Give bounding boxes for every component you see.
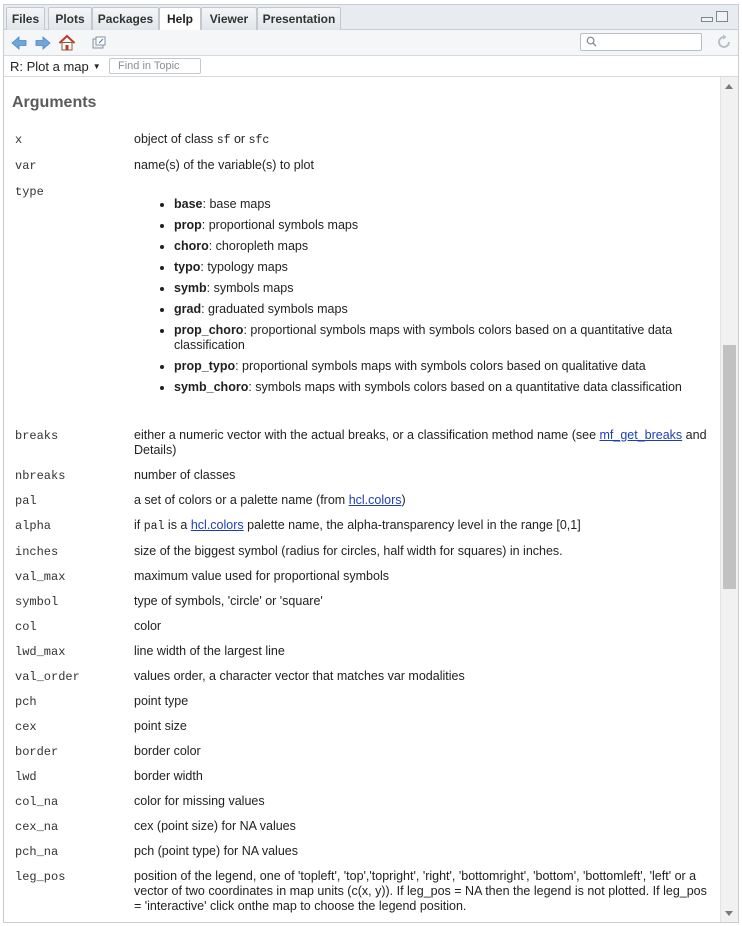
arg-desc: position of the legend, one of 'topleft', 'top','topright', 'right', 'bottomright', 'bottom', 'bottomleft', 'left' or a vector of two coordinates in map units (c(x, y)). If leg_pos = NA then the legend is not plotted. If leg_pos = 'interactive' click onthe map to choose the legend position.: [134, 869, 707, 913]
chevron-down-icon: ▼: [92, 62, 101, 71]
arg-name: val_max: [15, 570, 66, 584]
home-icon[interactable]: [58, 34, 76, 52]
arg-desc: color for missing values: [134, 794, 265, 808]
arg-name: pch_na: [15, 845, 59, 859]
arg-name: inches: [15, 545, 59, 559]
arg-desc: border width: [134, 769, 203, 783]
list-item: • base: base maps: [174, 197, 715, 212]
tab-help[interactable]: Help: [159, 7, 201, 31]
window-controls: [698, 11, 728, 26]
arg-name: leg_pos: [15, 870, 66, 884]
help-search-box: [580, 33, 702, 51]
refresh-icon[interactable]: [716, 34, 732, 50]
arg-name: val_order: [15, 670, 80, 684]
arg-name: border: [15, 745, 59, 759]
arg-row-alpha: [15, 518, 715, 544]
help-pane: [3, 4, 739, 923]
arg-name: lwd_max: [15, 645, 66, 659]
arg-row-breaks: [15, 428, 715, 468]
minimize-icon[interactable]: [701, 17, 713, 22]
arg-name: x: [15, 133, 23, 147]
arg-row-col: [15, 619, 715, 644]
arg-desc: pch (point type) for NA values: [134, 844, 298, 858]
arg-name: cex: [15, 720, 37, 734]
list-item: • typo: typology maps: [174, 260, 715, 275]
maximize-icon[interactable]: [716, 11, 728, 22]
scroll-down-icon[interactable]: [725, 911, 733, 916]
arg-name: cex_na: [15, 820, 59, 834]
list-item: • symb: symbols maps: [174, 281, 715, 296]
scroll-up-icon[interactable]: [725, 84, 733, 89]
arg-desc: a set of colors or a palette name (from hcl.colors): [134, 493, 406, 507]
pane-tab-bar: [4, 5, 738, 30]
arg-name: nbreaks: [15, 469, 66, 483]
tab-files[interactable]: Files: [6, 7, 45, 30]
arg-desc: line width of the largest line: [134, 644, 285, 658]
tab-packages[interactable]: Packages: [92, 7, 159, 30]
arg-name: var: [15, 159, 37, 173]
section-heading: Arguments: [12, 94, 97, 111]
topic-label: R: Plot a map: [10, 59, 89, 74]
arg-row-leg-pos: [15, 869, 715, 922]
arg-desc: point type: [134, 694, 189, 708]
arg-desc: values order, a character vector that matches var modalities: [134, 669, 465, 683]
list-item: • symb_choro: symbols maps with symbols colors based on a quantitative data classification: [174, 380, 715, 395]
arg-name: pal: [15, 494, 37, 508]
arg-desc: if pal is a hcl.colors palette name, the alpha-transparency level in the range [0,1]: [134, 518, 581, 533]
arg-row-cex-na: [15, 819, 715, 844]
list-item: • prop_typo: proportional symbols maps with symbols colors based on qualitative data: [174, 359, 715, 374]
hcl-colors-link[interactable]: hcl.colors: [190, 518, 244, 532]
arg-row-cex: [15, 719, 715, 744]
arg-name: alpha: [15, 519, 52, 533]
list-item: • prop_choro: proportional symbols maps with symbols colors based on a quantitative data classification: [174, 323, 715, 353]
mf-get-breaks-link[interactable]: mf_get_breaks: [599, 428, 683, 442]
arg-name: pch: [15, 695, 37, 709]
arg-row-border: [15, 744, 715, 769]
arg-row-pal: [15, 493, 715, 518]
tab-presentation[interactable]: Presentation: [257, 7, 341, 30]
arg-desc: color: [134, 619, 162, 633]
list-item: • grad: graduated symbols maps: [174, 302, 715, 317]
arg-name: breaks: [15, 429, 59, 443]
find-in-topic-input[interactable]: [109, 58, 201, 74]
arg-name: lwd: [15, 770, 37, 784]
arg-row-col-na: [15, 794, 715, 819]
arg-row-type: [15, 184, 715, 428]
arg-row-nbreaks: [15, 468, 715, 493]
vertical-scrollbar[interactable]: [720, 77, 738, 922]
arg-desc: type of symbols, 'circle' or 'square': [134, 594, 323, 608]
arg-name: col: [15, 620, 37, 634]
magnifier-icon: [586, 36, 597, 47]
arg-row-pch-na: [15, 844, 715, 869]
help-search-input[interactable]: [603, 35, 699, 49]
arg-row-var: [15, 158, 715, 184]
arg-desc: cex (point size) for NA values: [134, 819, 296, 833]
arg-name: type: [15, 185, 44, 199]
help-content: [4, 77, 720, 922]
arg-desc: either a numeric vector with the actual breaks, or a classification method name (see mf_get_breaks and Details): [134, 428, 707, 457]
arg-desc: maximum value used for proportional symbols: [134, 569, 389, 583]
list-item: • prop: proportional symbols maps: [174, 218, 715, 233]
hcl-colors-link[interactable]: hcl.colors: [348, 493, 402, 507]
arg-desc: size of the biggest symbol (radius for circles, half width for squares) in inches.: [134, 544, 563, 558]
arrow-left-icon[interactable]: [10, 34, 28, 52]
arg-desc: border color: [134, 744, 201, 758]
arg-row-inches: [15, 544, 715, 569]
arg-row-lwd-max: [15, 644, 715, 669]
map-type-list: [134, 197, 715, 395]
arg-desc: name(s) of the variable(s) to plot: [134, 158, 314, 172]
arg-row-val-max: [15, 569, 715, 594]
arg-name: symbol: [15, 595, 59, 609]
arrow-right-icon[interactable]: [34, 34, 52, 52]
arg-desc: [134, 184, 715, 428]
topic-bar: [4, 56, 738, 77]
arg-row-x: [15, 132, 715, 158]
tab-viewer[interactable]: Viewer: [201, 7, 257, 30]
arg-row-pch: [15, 694, 715, 719]
arg-desc: number of classes: [134, 468, 236, 482]
arg-desc: point size: [134, 719, 187, 733]
scrollbar-thumb[interactable]: [723, 345, 736, 589]
arg-row-lwd: [15, 769, 715, 794]
arg-row-val-order: [15, 669, 715, 694]
arg-desc: object of class sf or sfc: [134, 132, 270, 147]
help-toolbar: [4, 30, 738, 56]
show-in-new-window-icon[interactable]: [90, 34, 108, 52]
list-item: • choro: choropleth maps: [174, 239, 715, 254]
tab-plots[interactable]: Plots: [48, 7, 92, 30]
arg-name: col_na: [15, 795, 59, 809]
topic-dropdown[interactable]: [10, 59, 101, 74]
arg-row-symbol: [15, 594, 715, 619]
arguments-table: [15, 132, 715, 922]
